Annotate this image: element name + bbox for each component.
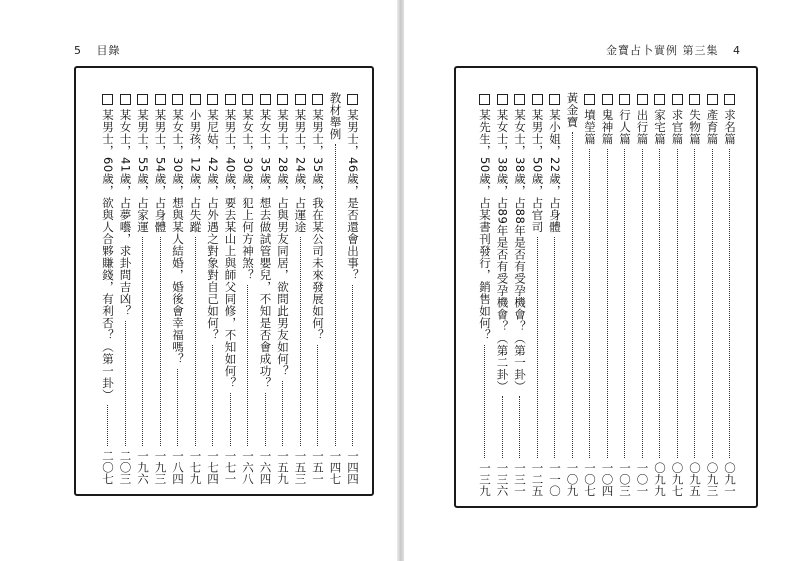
toc-entry[interactable] [239, 94, 256, 484]
toc-entry-row [564, 94, 581, 496]
dot-leader [476, 345, 485, 458]
toc-entry-page-number: 一四七 [328, 449, 343, 484]
toc-entry-title: 某男士，28歲，占與男友同居，欲問此男友如何？ [276, 109, 290, 377]
left-running-title: 目錄 [96, 44, 121, 57]
toc-entry[interactable] [511, 94, 528, 496]
toc-entry-title: 某女士，30歲，想與某人結婚，婚後會幸福嗎？ [171, 109, 185, 365]
toc-entry-title: 某女士，38歲，占88年是否有受孕機會？（第一卦） [513, 109, 527, 393]
toc-entry[interactable] [344, 94, 361, 484]
toc-entry[interactable] [721, 94, 738, 496]
toc-entry-title: 某男士，35歲，我在某公司未來發展如何？ [311, 109, 325, 341]
toc-entry-page-number: 一二五 [530, 461, 545, 496]
toc-entry[interactable] [686, 94, 703, 496]
right-running-title: 金寶占卜實例 第三集 [606, 44, 719, 57]
checkbox-square-icon [532, 94, 543, 105]
toc-entry-row [704, 94, 721, 496]
toc-entry[interactable] [327, 94, 344, 484]
checkbox-square-icon [549, 94, 560, 105]
toc-entry[interactable] [616, 94, 633, 496]
toc-entry-page-number: 一〇七 [583, 461, 597, 496]
dot-leader [187, 237, 196, 446]
toc-entry-title: 小男孩，12歲，占失蹤 [188, 109, 203, 233]
dot-leader [669, 149, 678, 458]
dot-leader [599, 149, 608, 458]
checkbox-square-icon [584, 94, 595, 105]
dot-leader [204, 345, 213, 446]
toc-entry[interactable] [134, 94, 151, 484]
toc-entry[interactable] [204, 94, 221, 484]
toc-entry-title: 鬼神篇 [600, 109, 615, 145]
toc-entry-title: 某男士，46歲，是否還會出事？ [346, 109, 360, 281]
toc-entry-title: 某男士，54歲，占身體 [153, 109, 168, 233]
dot-leader [117, 321, 126, 446]
dot-leader [309, 345, 318, 446]
checkbox-square-icon [172, 94, 183, 105]
dot-leader [686, 149, 695, 458]
checkbox-square-icon [347, 94, 358, 105]
toc-entry[interactable] [529, 94, 546, 496]
checkbox-square-icon [260, 94, 271, 105]
toc-entry[interactable] [169, 94, 186, 484]
toc-entry[interactable] [222, 94, 239, 484]
right-toc-list [466, 94, 738, 496]
toc-entry-page-number: 二〇三 [118, 449, 133, 484]
left-toc-list [86, 94, 361, 484]
toc-entry-row [546, 94, 563, 496]
dot-leader [292, 237, 301, 446]
toc-entry[interactable] [476, 94, 493, 496]
toc-entry[interactable] [117, 94, 134, 484]
left-page-header [64, 42, 121, 58]
toc-entry-row [651, 94, 668, 496]
toc-entry-title: 某男士，55歲，占家運 [136, 109, 150, 233]
checkbox-square-icon [497, 94, 508, 105]
toc-entry-row [117, 94, 134, 484]
toc-entry-page-number: 一七一 [223, 449, 238, 484]
toc-entry-row [257, 94, 274, 484]
right-page-number: 4 [733, 44, 741, 57]
toc-entry-row [494, 94, 511, 496]
dot-leader [564, 132, 573, 458]
toc-entry[interactable] [564, 94, 581, 496]
toc-entry-page-number: 一六八 [241, 449, 255, 484]
toc-entry-row [581, 94, 598, 496]
toc-entry-page-number: 一三六 [495, 461, 510, 496]
toc-entry-row [239, 94, 256, 484]
toc-entry-title: 某小姐，22歲，占身體 [548, 109, 562, 233]
checkbox-square-icon [479, 94, 490, 105]
toc-entry-page-number: 一三九 [478, 461, 492, 496]
dot-leader [239, 285, 248, 446]
dot-leader [274, 381, 283, 446]
toc-entry-row [616, 94, 633, 496]
toc-entry-title: 某女士，35歲，想去做試管嬰兒，不知是否會成功？ [258, 109, 273, 389]
toc-entry-row [309, 94, 326, 484]
toc-entry[interactable] [292, 94, 309, 484]
dot-leader [616, 149, 625, 458]
dot-leader [99, 405, 108, 446]
toc-entry-title: 某先生，50歲，占某書刊發行，銷售如何？ [478, 109, 492, 341]
toc-entry-row [599, 94, 616, 496]
checkbox-square-icon [120, 94, 131, 105]
dot-leader [327, 144, 336, 446]
toc-entry-title: 某男士，50歲，占官司 [530, 109, 545, 233]
dot-leader [511, 396, 520, 457]
toc-entry-page-number: 一五一 [311, 449, 325, 484]
toc-entry[interactable] [152, 94, 169, 484]
dot-leader [134, 237, 143, 446]
dot-leader [494, 396, 503, 457]
toc-entry-row [476, 94, 493, 496]
toc-entry[interactable] [651, 94, 668, 496]
toc-entry-title: 行人篇 [618, 109, 632, 145]
toc-entry-title: 求名篇 [723, 109, 737, 145]
toc-entry-page-number: 一五九 [276, 449, 290, 484]
toc-entry[interactable] [309, 94, 326, 484]
toc-entry-row [669, 94, 686, 496]
toc-entry-page-number: 〇九九 [653, 461, 667, 496]
toc-entry-page-number: 〇九五 [688, 461, 702, 496]
dot-leader [344, 285, 353, 446]
toc-entry-title: 黃金寶 [565, 92, 580, 128]
left-page-number: 5 [74, 44, 82, 57]
toc-entry-page-number: 一〇九 [565, 461, 580, 496]
right-toc-frame [454, 66, 758, 508]
toc-entry-title: 某女士，38歲，占89年是否有受孕機會？（第二卦） [495, 109, 510, 393]
checkbox-square-icon [207, 94, 218, 105]
dot-leader [546, 237, 555, 458]
toc-entry-page-number: 一〇三 [618, 461, 632, 496]
toc-entry-page-number: 一九六 [136, 449, 150, 484]
toc-entry-row [274, 94, 291, 484]
toc-entry-page-number: 一五三 [293, 449, 308, 484]
checkbox-square-icon [277, 94, 288, 105]
toc-entry[interactable] [634, 94, 651, 496]
toc-entry[interactable] [546, 94, 563, 496]
right-page [404, 0, 793, 561]
toc-entry-row [99, 94, 116, 484]
toc-entry-row [634, 94, 651, 496]
checkbox-square-icon [190, 94, 201, 105]
toc-entry-title: 某女士，41歲，占夢囈，求卦問吉凶？ [118, 109, 133, 317]
checkbox-square-icon [514, 94, 525, 105]
checkbox-square-icon [102, 94, 113, 105]
toc-entry-title: 某男士，24歲，占運途 [293, 109, 308, 233]
toc-entry-page-number: 〇九一 [723, 461, 737, 496]
toc-entry-row [721, 94, 738, 496]
toc-entry-title: 產育篇 [705, 109, 720, 145]
dot-leader [651, 149, 660, 458]
toc-entry[interactable] [494, 94, 511, 496]
toc-entry[interactable] [581, 94, 598, 496]
toc-entry-title: 某男士，40歲，要去某山上與師父同修，不知如何？ [223, 109, 238, 389]
toc-entry-page-number: 一六四 [258, 449, 273, 484]
toc-entry-page-number: 一九三 [153, 449, 168, 484]
toc-entry-page-number: 一八四 [171, 449, 185, 484]
toc-entry-page-number: 一〇四 [600, 461, 615, 496]
toc-entry-page-number: 一七四 [206, 449, 220, 484]
toc-entry-row [686, 94, 703, 496]
toc-entry-page-number: 一〇一 [635, 461, 650, 496]
toc-entry-row [344, 94, 361, 484]
checkbox-square-icon [137, 94, 148, 105]
toc-entry-title: 求官篇 [670, 109, 685, 145]
toc-entry-page-number: 一四四 [346, 449, 360, 484]
dot-leader [257, 393, 266, 446]
dot-leader [169, 369, 178, 446]
checkbox-square-icon [707, 94, 718, 105]
toc-entry[interactable] [669, 94, 686, 496]
toc-entry[interactable] [99, 94, 116, 484]
toc-entry[interactable] [187, 94, 204, 484]
dot-leader [152, 237, 161, 446]
toc-entry-title: 出行篇 [635, 109, 650, 145]
dot-leader [634, 149, 643, 458]
checkbox-square-icon [225, 94, 236, 105]
dot-leader [529, 237, 538, 458]
toc-entry-row [529, 94, 546, 496]
toc-entry[interactable] [704, 94, 721, 496]
checkbox-square-icon [654, 94, 665, 105]
checkbox-square-icon [619, 94, 630, 105]
right-page-header [606, 42, 751, 58]
toc-entry-title: 某尼姑，42歲，占外遇之對象對自己如何？ [206, 109, 220, 341]
toc-entry-title: 教材舉例 [328, 92, 343, 140]
toc-entry-page-number: 一一〇 [548, 461, 562, 496]
left-toc-frame [74, 66, 374, 496]
dot-leader [581, 149, 590, 458]
toc-entry-title: 失物篇 [688, 109, 702, 145]
toc-entry-page-number: 一三一 [513, 461, 527, 496]
checkbox-square-icon [637, 94, 648, 105]
toc-entry-page-number: 〇九三 [705, 461, 720, 496]
checkbox-square-icon [155, 94, 166, 105]
toc-entry-row [222, 94, 239, 484]
toc-entry[interactable] [274, 94, 291, 484]
dot-leader [222, 393, 231, 446]
toc-entry-row [187, 94, 204, 484]
toc-entry-row [204, 94, 221, 484]
toc-entry-title: 某女士，30歲，犯上何方神煞？ [241, 109, 255, 281]
dot-leader [721, 149, 730, 458]
checkbox-square-icon [295, 94, 306, 105]
toc-entry[interactable] [599, 94, 616, 496]
checkbox-square-icon [312, 94, 323, 105]
toc-entry-page-number: 二〇七 [101, 449, 115, 484]
checkbox-square-icon [672, 94, 683, 105]
toc-entry[interactable] [257, 94, 274, 484]
toc-entry-row [292, 94, 309, 484]
checkbox-square-icon [602, 94, 613, 105]
checkbox-square-icon [689, 94, 700, 105]
toc-entry-title: 某男士，60歲，欲與人合夥賺錢，有利否？（第一卦） [101, 109, 115, 401]
toc-entry-title: 家宅篇 [653, 109, 667, 145]
toc-entry-page-number: 一七九 [188, 449, 203, 484]
checkbox-square-icon [724, 94, 735, 105]
checkbox-square-icon [242, 94, 253, 105]
toc-entry-row [134, 94, 151, 484]
toc-entry-title: 墳塋篇 [583, 109, 597, 145]
toc-entry-row [511, 94, 528, 496]
toc-entry-row [169, 94, 186, 484]
toc-entry-row [327, 94, 344, 484]
dot-leader [704, 149, 713, 458]
toc-entry-row [152, 94, 169, 484]
toc-entry-page-number: 〇九七 [670, 461, 685, 496]
